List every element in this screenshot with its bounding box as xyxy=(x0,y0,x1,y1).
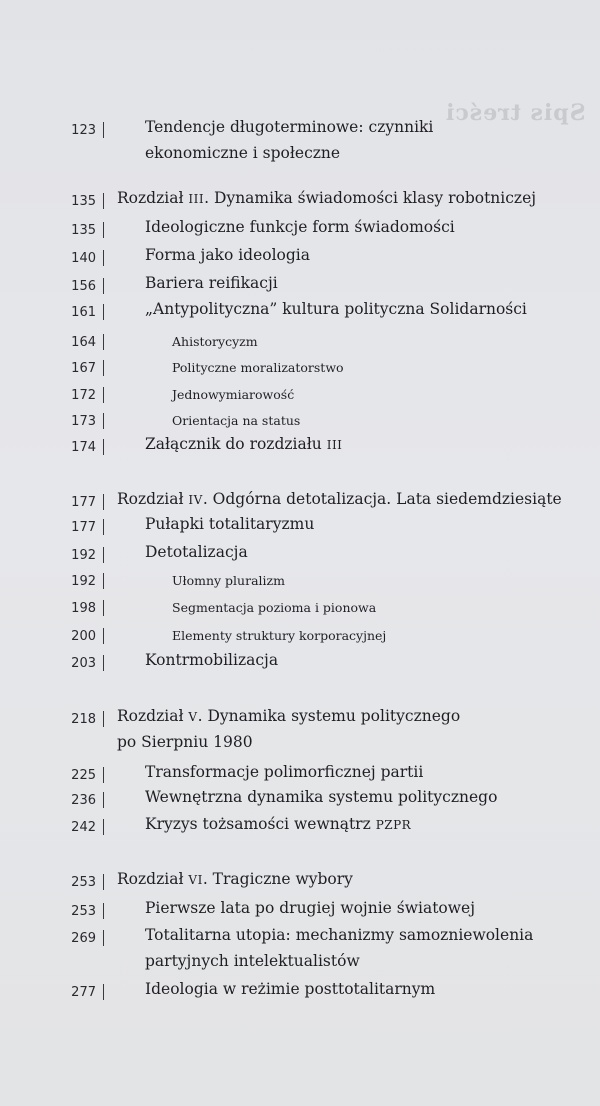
entry-title: Segmentacja pozioma i pionowa xyxy=(172,600,377,615)
separator-bar xyxy=(103,193,104,209)
toc-entry xyxy=(0,924,600,970)
entry-title: Forma jako ideologia xyxy=(145,246,311,264)
page-number: 269 xyxy=(71,931,96,946)
separator-bar xyxy=(103,304,104,320)
entry-title-continuation: po Sierpniu 1980 xyxy=(117,733,253,751)
page-number: 177 xyxy=(71,495,96,510)
title-prefix: Rozdział xyxy=(117,707,189,725)
page-number: 253 xyxy=(71,875,96,890)
page-number: 277 xyxy=(71,985,96,1000)
toc-entry xyxy=(0,513,600,543)
entry-title xyxy=(117,490,562,508)
page-number: 123 xyxy=(71,123,96,138)
toc-entry xyxy=(0,813,600,843)
entry-title: Ideologia w reżimie posttotalitarnym xyxy=(145,980,436,998)
small-caps-numeral: PZPR xyxy=(375,818,412,832)
separator-bar xyxy=(103,439,104,455)
entry-title: Elementy struktury korporacyjnej xyxy=(172,628,387,643)
entry-title-continuation: ekonomiczne i społeczne xyxy=(145,144,341,162)
page-number: 218 xyxy=(71,712,96,727)
page-number: 200 xyxy=(71,629,96,644)
separator-bar xyxy=(103,711,104,727)
separator-bar xyxy=(103,984,104,1000)
separator-bar xyxy=(103,334,104,350)
page-number: 253 xyxy=(71,904,96,919)
entry-title: Ahistorycyzm xyxy=(172,334,258,349)
title-prefix: Kryzys tożsamości wewnątrz xyxy=(145,815,376,833)
entry-title: „Antypolityczna” kultura polityczna Solidarności xyxy=(145,300,527,318)
page-number: 177 xyxy=(71,520,96,535)
separator-bar xyxy=(103,600,104,616)
page-number: 161 xyxy=(71,305,96,320)
separator-bar xyxy=(103,278,104,294)
title-suffix: . Dynamika świadomości klasy robotniczej xyxy=(204,189,537,207)
separator-bar xyxy=(103,767,104,783)
entry-title xyxy=(117,870,353,888)
separator-bar xyxy=(103,519,104,535)
separator-bar xyxy=(103,494,104,510)
page-number: 225 xyxy=(71,768,96,783)
page-number: 192 xyxy=(71,548,96,563)
separator-bar xyxy=(103,387,104,403)
page-number: 242 xyxy=(71,820,96,835)
small-caps-numeral: IV xyxy=(188,493,203,507)
ghost-heading: Spis treści xyxy=(445,100,586,126)
small-caps-numeral: III xyxy=(188,192,205,206)
toc-entry xyxy=(0,187,600,217)
toc-entry xyxy=(0,649,600,679)
separator-bar xyxy=(103,250,104,266)
entry-title xyxy=(145,435,342,453)
entry-title xyxy=(145,815,411,833)
entry-title: Transformacje polimorficznej partii xyxy=(145,763,424,781)
entry-title: Detotalizacja xyxy=(145,543,248,561)
page-number: 164 xyxy=(71,335,96,350)
entry-title: Jednowymiarowość xyxy=(172,387,295,402)
entry-title: Ideologiczne funkcje form świadomości xyxy=(145,218,455,236)
page-number: 172 xyxy=(71,388,96,403)
toc-entry xyxy=(0,705,600,751)
toc-entry xyxy=(0,298,600,328)
title-suffix: . Tragiczne wybory xyxy=(202,870,353,888)
separator-bar xyxy=(103,792,104,808)
entry-title: Tendencje długoterminowe: czynniki xyxy=(145,118,434,136)
toc-entry xyxy=(0,786,600,816)
title-prefix: Rozdział xyxy=(117,490,189,508)
page-number: 236 xyxy=(71,793,96,808)
entry-title xyxy=(117,189,536,207)
separator-bar xyxy=(103,360,104,376)
toc-entry xyxy=(0,433,600,463)
entry-title: Kontrmobilizacja xyxy=(145,651,279,669)
toc-entry xyxy=(0,354,600,384)
separator-bar xyxy=(103,930,104,946)
entry-title: Polityczne moralizatorstwo xyxy=(172,360,344,375)
separator-bar xyxy=(103,903,104,919)
toc-entry xyxy=(0,868,600,898)
toc-entry xyxy=(0,244,600,274)
toc-entry xyxy=(0,567,600,597)
title-prefix: Rozdział xyxy=(117,189,189,207)
entry-title: Ułomny pluralizm xyxy=(172,573,285,588)
toc-entry xyxy=(0,897,600,927)
title-suffix: . Dynamika systemu politycznego xyxy=(197,707,461,725)
separator-bar xyxy=(103,222,104,238)
small-caps-numeral: III xyxy=(326,438,343,452)
title-prefix: Rozdział xyxy=(117,870,189,888)
toc-entry xyxy=(0,594,600,624)
toc-entry xyxy=(0,622,600,652)
entry-title: Pierwsze lata po drugiej wojnie światowej xyxy=(145,899,476,917)
entry-title-continuation: partyjnych intelektualistów xyxy=(145,952,360,970)
title-suffix: . Odgórna detotalizacja. Lata siedemdziesiąte xyxy=(202,490,562,508)
page-number: 174 xyxy=(71,440,96,455)
page-number: 192 xyxy=(71,574,96,589)
separator-bar xyxy=(103,122,104,138)
entry-title xyxy=(117,707,460,725)
entry-title: Pułapki totalitaryzmu xyxy=(145,515,315,533)
page-number: 135 xyxy=(71,194,96,209)
entry-title: Bariera reifikacji xyxy=(145,274,278,292)
separator-bar xyxy=(103,819,104,835)
page-number: 140 xyxy=(71,251,96,266)
page-number: 156 xyxy=(71,279,96,294)
separator-bar xyxy=(103,573,104,589)
page-number: 167 xyxy=(71,361,96,376)
separator-bar xyxy=(103,413,104,429)
small-caps-numeral: VI xyxy=(188,873,203,887)
title-prefix: Załącznik do rozdziału xyxy=(145,435,327,453)
separator-bar xyxy=(103,874,104,890)
entry-title: Orientacja na status xyxy=(172,413,301,428)
separator-bar xyxy=(103,655,104,671)
separator-bar xyxy=(103,628,104,644)
page-number: 135 xyxy=(71,223,96,238)
page-number: 173 xyxy=(71,414,96,429)
page-number: 198 xyxy=(71,601,96,616)
toc-entry xyxy=(0,216,600,246)
entry-title: Totalitarna utopia: mechanizmy samozniewolenia xyxy=(145,926,534,944)
entry-title: Wewnętrzna dynamika systemu politycznego xyxy=(145,788,498,806)
page-number: 203 xyxy=(71,656,96,671)
small-caps-numeral: V xyxy=(188,710,198,724)
toc-entry xyxy=(0,116,600,162)
toc-entry xyxy=(0,978,600,1008)
separator-bar xyxy=(103,547,104,563)
